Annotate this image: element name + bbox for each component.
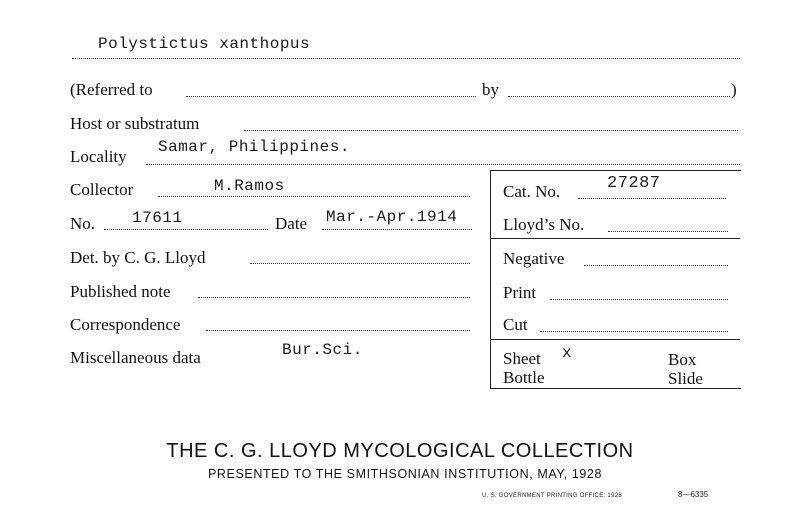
printing-office-note: U. S. GOVERNMENT PRINTING OFFICE: 1928 [482, 493, 622, 499]
referred-to-line [186, 96, 476, 97]
referred-close-paren: ) [731, 80, 737, 99]
cat-no-value: 27287 [607, 174, 661, 193]
host-line [244, 130, 738, 131]
form-number: 8—6335 [678, 490, 709, 499]
box-divider-1 [490, 238, 740, 239]
collector-value: M.Ramos [214, 177, 285, 195]
box-label: Box [668, 350, 697, 369]
collection-subtitle: PRESENTED TO THE SMITHSONIAN INSTITUTION, MAY, 1928 [207, 467, 603, 481]
referred-by-line [508, 96, 730, 97]
print-label: Print [503, 283, 537, 302]
print-line [550, 299, 728, 300]
cat-no-line [578, 198, 726, 199]
host-label: Host or substratum [70, 114, 200, 133]
slide-label: Slide [668, 369, 703, 388]
misc-label: Miscellaneous data [70, 348, 201, 367]
number-line [104, 229, 268, 230]
collection-title: THE C. G. LLOYD MYCOLOGICAL COLLECTION [166, 440, 634, 462]
det-line [250, 263, 470, 264]
locality-label: Locality [70, 147, 127, 166]
misc-value: Bur.Sci. [282, 341, 363, 359]
date-label: Date [275, 214, 308, 233]
negative-line [584, 265, 728, 266]
lloyds-no-label: Lloyd’s No. [503, 215, 585, 234]
bottle-label: Bottle [503, 368, 545, 387]
sheet-label: Sheet [503, 349, 541, 368]
locality-line [146, 164, 740, 165]
locality-value: Samar, Philippines. [158, 138, 350, 156]
species-line [72, 58, 740, 59]
cat-no-label: Cat. No. [503, 182, 561, 201]
sheet-mark: x [562, 344, 573, 362]
correspondence-label: Correspondence [70, 315, 181, 334]
collector-line [158, 196, 470, 197]
date-line [322, 229, 472, 230]
negative-label: Negative [503, 249, 565, 268]
referred-by-label: by [482, 80, 499, 99]
referred-to-label: (Referred to [70, 80, 153, 99]
box-divider-2 [490, 339, 740, 340]
date-value: Mar.-Apr.1914 [326, 208, 458, 226]
species-name: Polystictus xanthopus [98, 35, 311, 53]
collector-label: Collector [70, 180, 134, 199]
cut-label: Cut [503, 315, 528, 334]
cut-line [540, 331, 728, 332]
det-label: Det. by C. G. Lloyd [70, 248, 206, 267]
published-label: Published note [70, 282, 171, 301]
number-value: 17611 [132, 209, 183, 227]
published-line [198, 297, 470, 298]
correspondence-line [206, 330, 470, 331]
lloyds-no-line [608, 231, 728, 232]
number-label: No. [70, 214, 96, 233]
